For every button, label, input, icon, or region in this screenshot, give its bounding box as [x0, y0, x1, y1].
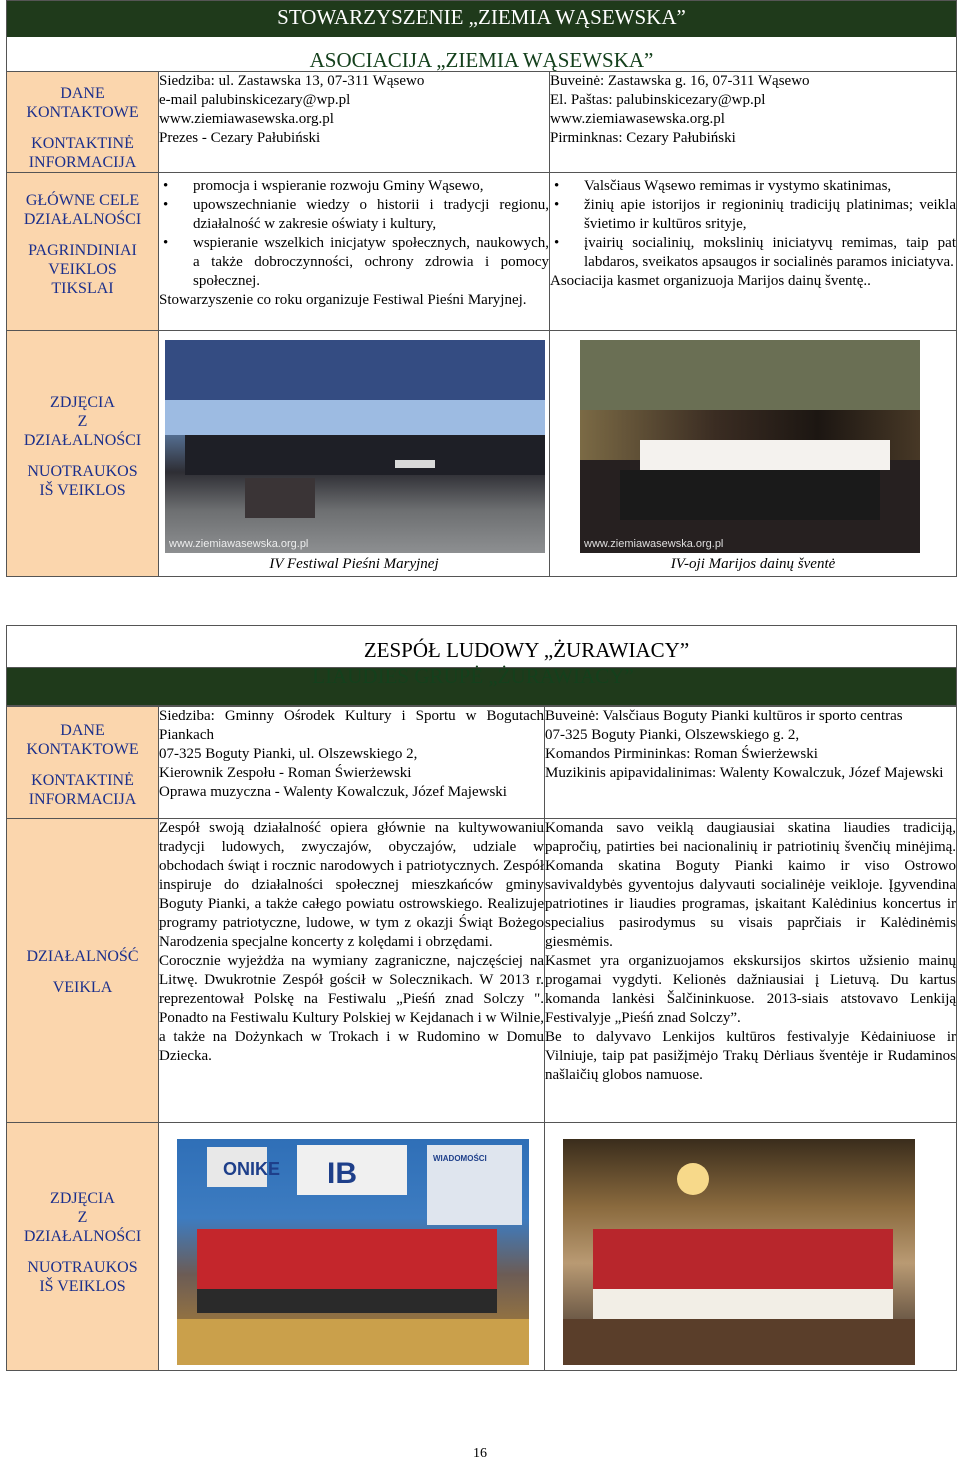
section1-subtitle: ASOCIACIJA „ZIEMIA WĄSEWSKA” [309, 48, 654, 72]
photo1-watermark: www.ziemiawasewska.org.pl [169, 538, 309, 550]
label2-contact [7, 707, 159, 819]
label2-contact-lt-1: KONTAKTINĖ [31, 772, 134, 789]
label2-photos-lt-1: NUOTRAUKOS [27, 1259, 138, 1276]
label-goals-pl-2: DZIAŁALNOŚCI [23, 211, 142, 228]
label2-photos [7, 1123, 159, 1371]
goal-pl-3: • wspieranie wszelkich inicjatyw społecznych, naukowych, a także dobroczynności, ochrony zdrowia i pomocy społecznej. [193, 234, 549, 291]
photo-cell-1 [159, 331, 550, 577]
label-photos-pl-1: ZDJĘCIA [50, 394, 115, 411]
photo2-watermark: www.ziemiawasewska.org.pl [584, 538, 724, 550]
section1-title: STOWARZYSZENIE „ZIEMIA WĄSEWSKA” [277, 5, 686, 29]
photo-choir [580, 340, 920, 553]
page-number: 16 [473, 1446, 487, 1461]
goals-pl-festival: Stowarzyszenie co roku organizuje Festiwal Pieśni Maryjnej. [159, 292, 527, 308]
label-contact [7, 72, 159, 173]
section-folk-group [6, 625, 957, 1371]
goal-lt-3: • įvairių socialinių, mokslinių iniciatyvų remimas, taip pat labdaros, sveikatos apsaugos ir socialinės paramos iniciatyva. [584, 234, 956, 272]
photo2-cell-2 [545, 1123, 957, 1371]
page [6, 0, 957, 1461]
label2-contact-lt-2: INFORMACIJA [28, 791, 137, 808]
photo-festival-hall [165, 340, 545, 553]
contact2-lt-leader: Komandos Pirmininkas: Roman Świerżewski [545, 746, 818, 762]
label2-photos-pl-1: ZDJĘCIA [50, 1190, 115, 1207]
goals-lt-festival: Asociacija kasmet organizuoja Marijos dainų šventę.. [550, 273, 871, 289]
goal-pl-1: • promocja i wspieranie rozwoju Gminy Wąsewo, [193, 177, 549, 196]
contact2-pl-address: 07-325 Boguty Pianki, ul. Olszewskiego 2, [159, 746, 418, 762]
contact-lt-address: Buveinė: Zastawska g. 16, 07-311 Wąsewo [550, 73, 810, 89]
activity-pl-para-1: Zespół swoją działalność opiera głównie na kultywowaniu tradycji ludowych, zwyczajów, obyczajów, udziale w obchodach świąt i rocznic narodowych i patriotycznych. Zespół inspiruje do działalności społecznej mieszkańców gminy Boguty Pianki, a także całego powiatu ostrowskiego. Realizuje programy patriotyczne, ludowe, w tym z okazji Świąt Bożego Narodzenia specjalne koncerty z kolędami i obrzędami. [159, 820, 544, 950]
photo2-cell-1 [159, 1123, 545, 1371]
contact2-pl-leader: Kierownik Zespołu - Roman Świerżewski [159, 765, 412, 781]
label-goals-lt-1: PAGRINDINIAI [28, 242, 137, 259]
banner-wiadomosci: WIADOMOŚCI [433, 1154, 487, 1163]
activity-lt-para-3: Be to dalyvavo Lenkijos kultūros festivalyje Kėdainiuose ir Vilniuje, taip pat pasižįmėjo Trakų Dėrliaus šventėje ir Rudaminos našlaičių globos namuose. [545, 1029, 957, 1083]
label-goals-pl-1: GŁÓWNE CELE [25, 192, 140, 209]
label-photos [7, 331, 159, 577]
label2-activity-lt: VEIKLA [52, 979, 113, 996]
contact-lt-website[interactable]: www.ziemiawasewska.org.pl [550, 111, 725, 127]
photo-choir-drawing [580, 340, 920, 553]
section1-title-row [7, 1, 957, 35]
section2-subtitle: LIAUDIES GRUPĖ „ŻURAWIACY” [312, 664, 634, 688]
label-goals-lt-3: TIKSLAI [51, 280, 114, 297]
contact2-pl [159, 664, 634, 819]
contact-pl-website[interactable]: www.ziemiawasewska.org.pl [159, 111, 334, 127]
contact2-lt-address: 07-325 Boguty Pianki, Olszewskiego g. 2, [545, 727, 800, 743]
goals-lt [550, 173, 957, 331]
banner-ib: IB [327, 1157, 357, 1190]
contact-pl-email[interactable]: e-mail palubinskicezary@wp.pl [159, 92, 351, 108]
photo-festival-hall-drawing [165, 340, 545, 553]
label-goals [7, 173, 159, 331]
photo1-caption: IV Festiwal Pieśni Maryjnej [269, 556, 439, 572]
label2-activity [7, 819, 159, 1123]
activity-lt-para-2: Kasmet yra organizuojamos ekskursijos skirtos užsienio mainų progamai vygdyti. Kelionės dažniausiai į Lietuvą. Du kartus komanda lankėsi Šalčininkuose. 2013-siais atstovavo Lenkiją Festivalyje „Pieśń znad Solczy”. [545, 953, 957, 1026]
section1-subtitle-row [7, 35, 957, 72]
label2-photos-pl-2: Z [77, 1209, 88, 1226]
photo-group-hall-drawing [563, 1139, 915, 1365]
activity-pl [159, 819, 545, 1123]
goals-pl-list [159, 177, 549, 291]
section2-title: ZESPÓŁ LUDOWY „ŻURAWIACY” [363, 638, 690, 662]
label2-photos-pl-3: DZIAŁALNOŚCI [23, 1228, 142, 1245]
label-contact-pl-2: KONTAKTOWE [26, 104, 139, 121]
goals-lt-list [550, 177, 956, 272]
activity-lt [545, 819, 957, 1123]
contact2-lt [545, 707, 957, 819]
label-photos-lt-2: IŠ VEIKLOS [39, 482, 126, 499]
label-photos-pl-3: DZIAŁALNOŚCI [23, 432, 142, 449]
label2-photos-lt-2: IŠ VEIKLOS [39, 1278, 126, 1295]
banner-onike: ONIKE [223, 1159, 281, 1179]
label2-contact-pl-2: KONTAKTOWE [26, 741, 139, 758]
contact-lt-president: Pirminknas: Cezary Pałubiński [550, 130, 736, 146]
contact-pl-address: Siedziba: ul. Zastawska 13, 07-311 Wąsewo [159, 73, 425, 89]
section2-title-row [7, 626, 957, 668]
label-contact-pl-1: DANE [60, 85, 105, 102]
label-contact-lt-2: INFORMACIJA [28, 154, 137, 171]
contact2-pl-seat: Siedziba: Gminny Ośrodek Kultury i Sportu w Bogutach Piankach [159, 708, 544, 743]
contact-pl [159, 72, 550, 173]
label2-activity-pl: DZIAŁALNOŚĆ [26, 948, 139, 965]
goals-pl [159, 173, 550, 331]
goal-pl-2: • upowszechnianie wiedzy o historii i tradycji regionu, działalność w zakresie oświaty i kultury, [193, 196, 549, 234]
contact-lt [550, 72, 957, 173]
activity-pl-para-2: Corocznie wyjeżdża na wymiany zagraniczne, najczęściej na Litwę. Dwukrotnie Zespół gościł w Solecznikach. W 2013 r. reprezentował Polskę na Festiwalu „Pieśń znad Solczy ". Ponadto na Festiwalu Kultury Polskiej w Kejdanach i w Wilnie, a także na Dożynkach w Trokach i w Rudomino w Domu Dziecka. [159, 953, 544, 1064]
activity-lt-para-1: Komanda savo veiklą daugiausiai skatina liaudies tradiciją, papročių, patirties bei nacionalinių ir patriotinių švenčių minėjimą. Komanda skatina Boguty Pianki kaimo ir viso Ostrowo savivaldybės gyventojus dalyvauti socialinėje veikloje. Įgyvendina patriotines ir liaudies programas, įskaitant Kalėdinius koncertus ir specialius pasirodymus su visais paprčiais ir Kalėdinėmis giesmėmis. [545, 820, 957, 950]
contact2-lt-music: Muzikinis apipavidalinimas: Walenty Kowalczuk, Józef Majewski [545, 765, 944, 781]
contact2-lt-seat: Buveinė: Valsčiaus Boguty Pianki kultūros ir sporto centras [545, 708, 903, 724]
photo-cell-2 [550, 331, 957, 577]
label-contact-lt-1: KONTAKTINĖ [31, 135, 134, 152]
contact2-pl-music: Oprawa muzyczna - Walenty Kowalczuk, Józef Majewski [159, 784, 507, 800]
contact-pl-president: Prezes - Cezary Pałubiński [159, 130, 321, 146]
photo-group-stage [177, 1139, 529, 1365]
label-photos-pl-2: Z [77, 413, 88, 430]
photo-group-hall [563, 1139, 915, 1365]
photo-group-stage-drawing [177, 1139, 529, 1365]
goal-lt-2: • žinių apie istorijos ir regioninių tradicijų platinimas; veikla švietimo ir kultūros srityje, [584, 196, 956, 234]
section-association [6, 0, 957, 577]
label2-contact-pl-1: DANE [60, 722, 105, 739]
label-photos-lt-1: NUOTRAUKOS [27, 463, 138, 480]
photo2-caption: IV-oji Marijos dainų šventė [670, 556, 836, 572]
goal-lt-1: • Valsčiaus Wąsewo remimas ir vystymo skatinimas, [584, 177, 956, 196]
contact-lt-email[interactable]: El. Paštas: palubinskicezary@wp.pl [550, 92, 766, 108]
label-goals-lt-2: VEIKLOS [48, 261, 117, 278]
